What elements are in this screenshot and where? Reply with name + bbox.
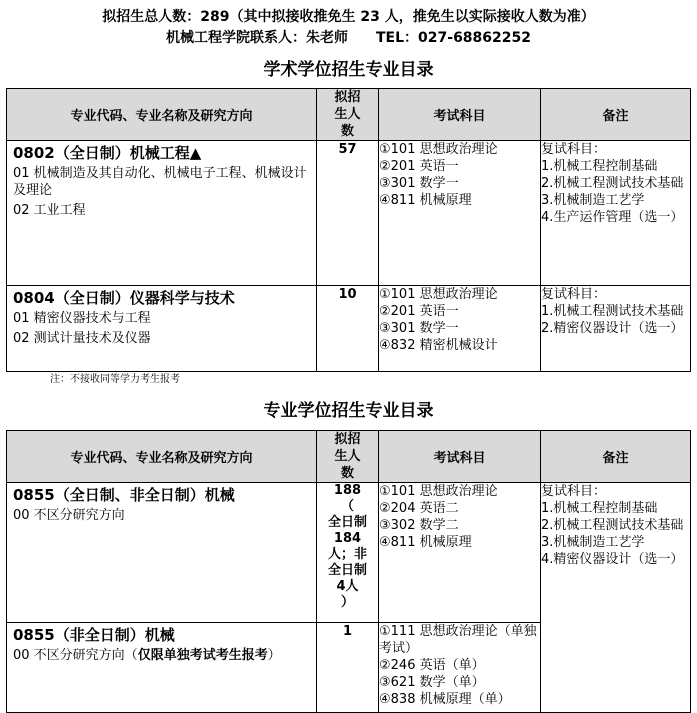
major-name: 0855（非全日制）机械 [13,626,175,644]
col-header-notes: 备注 [541,431,691,483]
table-row [7,141,691,286]
exam-subjects-cell [379,141,541,286]
notes-cell [541,141,691,286]
research-direction: 00 不区分研究方向 [13,508,125,523]
research-direction: 01 机械制造及其自动化、机械电子工程、机械设计及理论 [13,166,307,198]
table-row [7,286,691,372]
note-line: 2.精密仪器设计（选一） [541,321,684,336]
exam-subject: ③621 数学（单） [379,675,485,690]
research-direction: 02 测试计量技术及仪器 [13,331,151,346]
note-line: 复试科目： [541,287,607,302]
exam-subjects-cell [379,483,541,623]
col-header-count: 拟招生人数 [317,89,379,141]
col-header-major: 专业代码、专业名称及研究方向 [7,431,317,483]
exam-subjects-cell [379,286,541,372]
note-line: 1.机械工程控制基础 [541,159,658,174]
exam-subject: ②201 英语一 [379,159,459,174]
exam-subject: ①101 思想政治理论 [379,287,498,302]
contact-line: 机械工程学院联系人：朱老师 TEL：027-68862252 [166,30,531,46]
enrollment-count: 10 [317,286,379,372]
note-line: 2.机械工程测试技术基础 [541,518,684,533]
exam-subject: ④838 机械原理（单） [379,692,511,707]
total-enrollment-line: 拟招生总人数：289（其中拟接收推免生 23 人，推免生以实际接收人数为准） [102,9,595,25]
major-cell [7,141,317,286]
academic-catalog-table [6,88,691,372]
professional-catalog-table [6,430,691,713]
major-name: 0855（全日制、非全日制）机械 [13,486,235,504]
note-line: 3.机械制造工艺学 [541,193,645,208]
exam-subject: ③302 数学二 [379,518,459,533]
note-line: 4.精密仪器设计（选一） [541,552,684,567]
note-line: 3.机械制造工艺学 [541,535,645,550]
note-line: 2.机械工程测试技术基础 [541,176,684,191]
enrollment-count: 188 （ 全日制 184 人；非 全日制 4人 ） [317,483,379,623]
exam-subject: ②246 英语（单） [379,658,485,673]
col-header-notes: 备注 [541,89,691,141]
major-name: 0804（全日制）仪器科学与技术 [13,289,235,307]
major-cell [7,483,317,623]
exam-subject: ②204 英语二 [379,501,459,516]
professional-section-title: 专业学位招生专业目录 [263,401,434,421]
enrollment-count: 1 [317,623,379,713]
exam-subject: ①101 思想政治理论 [379,484,498,499]
major-cell [7,286,317,372]
table-header-row [7,431,691,483]
exam-subject: ④811 机械原理 [379,535,472,550]
col-header-subjects: 考试科目 [379,431,541,483]
notes-cell [541,483,691,713]
table-header-row [7,89,691,141]
academic-footnote: 注：不接收同等学力考生报考 [50,374,180,385]
exam-subject: ③301 数学一 [379,176,459,191]
note-line: 复试科目： [541,484,607,499]
exam-subject: ①111 思想政治理论（单独考试） [379,624,537,656]
exam-subject: ②201 英语一 [379,304,459,319]
research-direction: 00 不区分研究方向（仅限单独考试考生报考） [13,648,281,663]
exam-subject: ①101 思想政治理论 [379,142,498,157]
col-header-subjects: 考试科目 [379,89,541,141]
exam-subject: ③301 数学一 [379,321,459,336]
table-row [7,483,691,623]
col-header-major: 专业代码、专业名称及研究方向 [7,89,317,141]
academic-section-title: 学术学位招生专业目录 [263,60,434,80]
note-line: 4.生产运作管理（选一） [541,210,684,225]
note-line: 复试科目： [541,142,607,157]
notes-cell [541,286,691,372]
note-line: 1.机械工程测试技术基础 [541,304,684,319]
note-line: 1.机械工程控制基础 [541,501,658,516]
research-direction: 02 工业工程 [13,203,86,218]
research-direction: 01 精密仪器技术与工程 [13,311,151,326]
exam-subject: ④832 精密机械设计 [379,338,498,353]
col-header-count: 拟招生人数 [317,431,379,483]
exam-subjects-cell [379,623,541,713]
exam-subject: ④811 机械原理 [379,193,472,208]
major-name: 0802（全日制）机械工程▲ [13,144,202,162]
enrollment-count: 57 [317,141,379,286]
major-cell [7,623,317,713]
